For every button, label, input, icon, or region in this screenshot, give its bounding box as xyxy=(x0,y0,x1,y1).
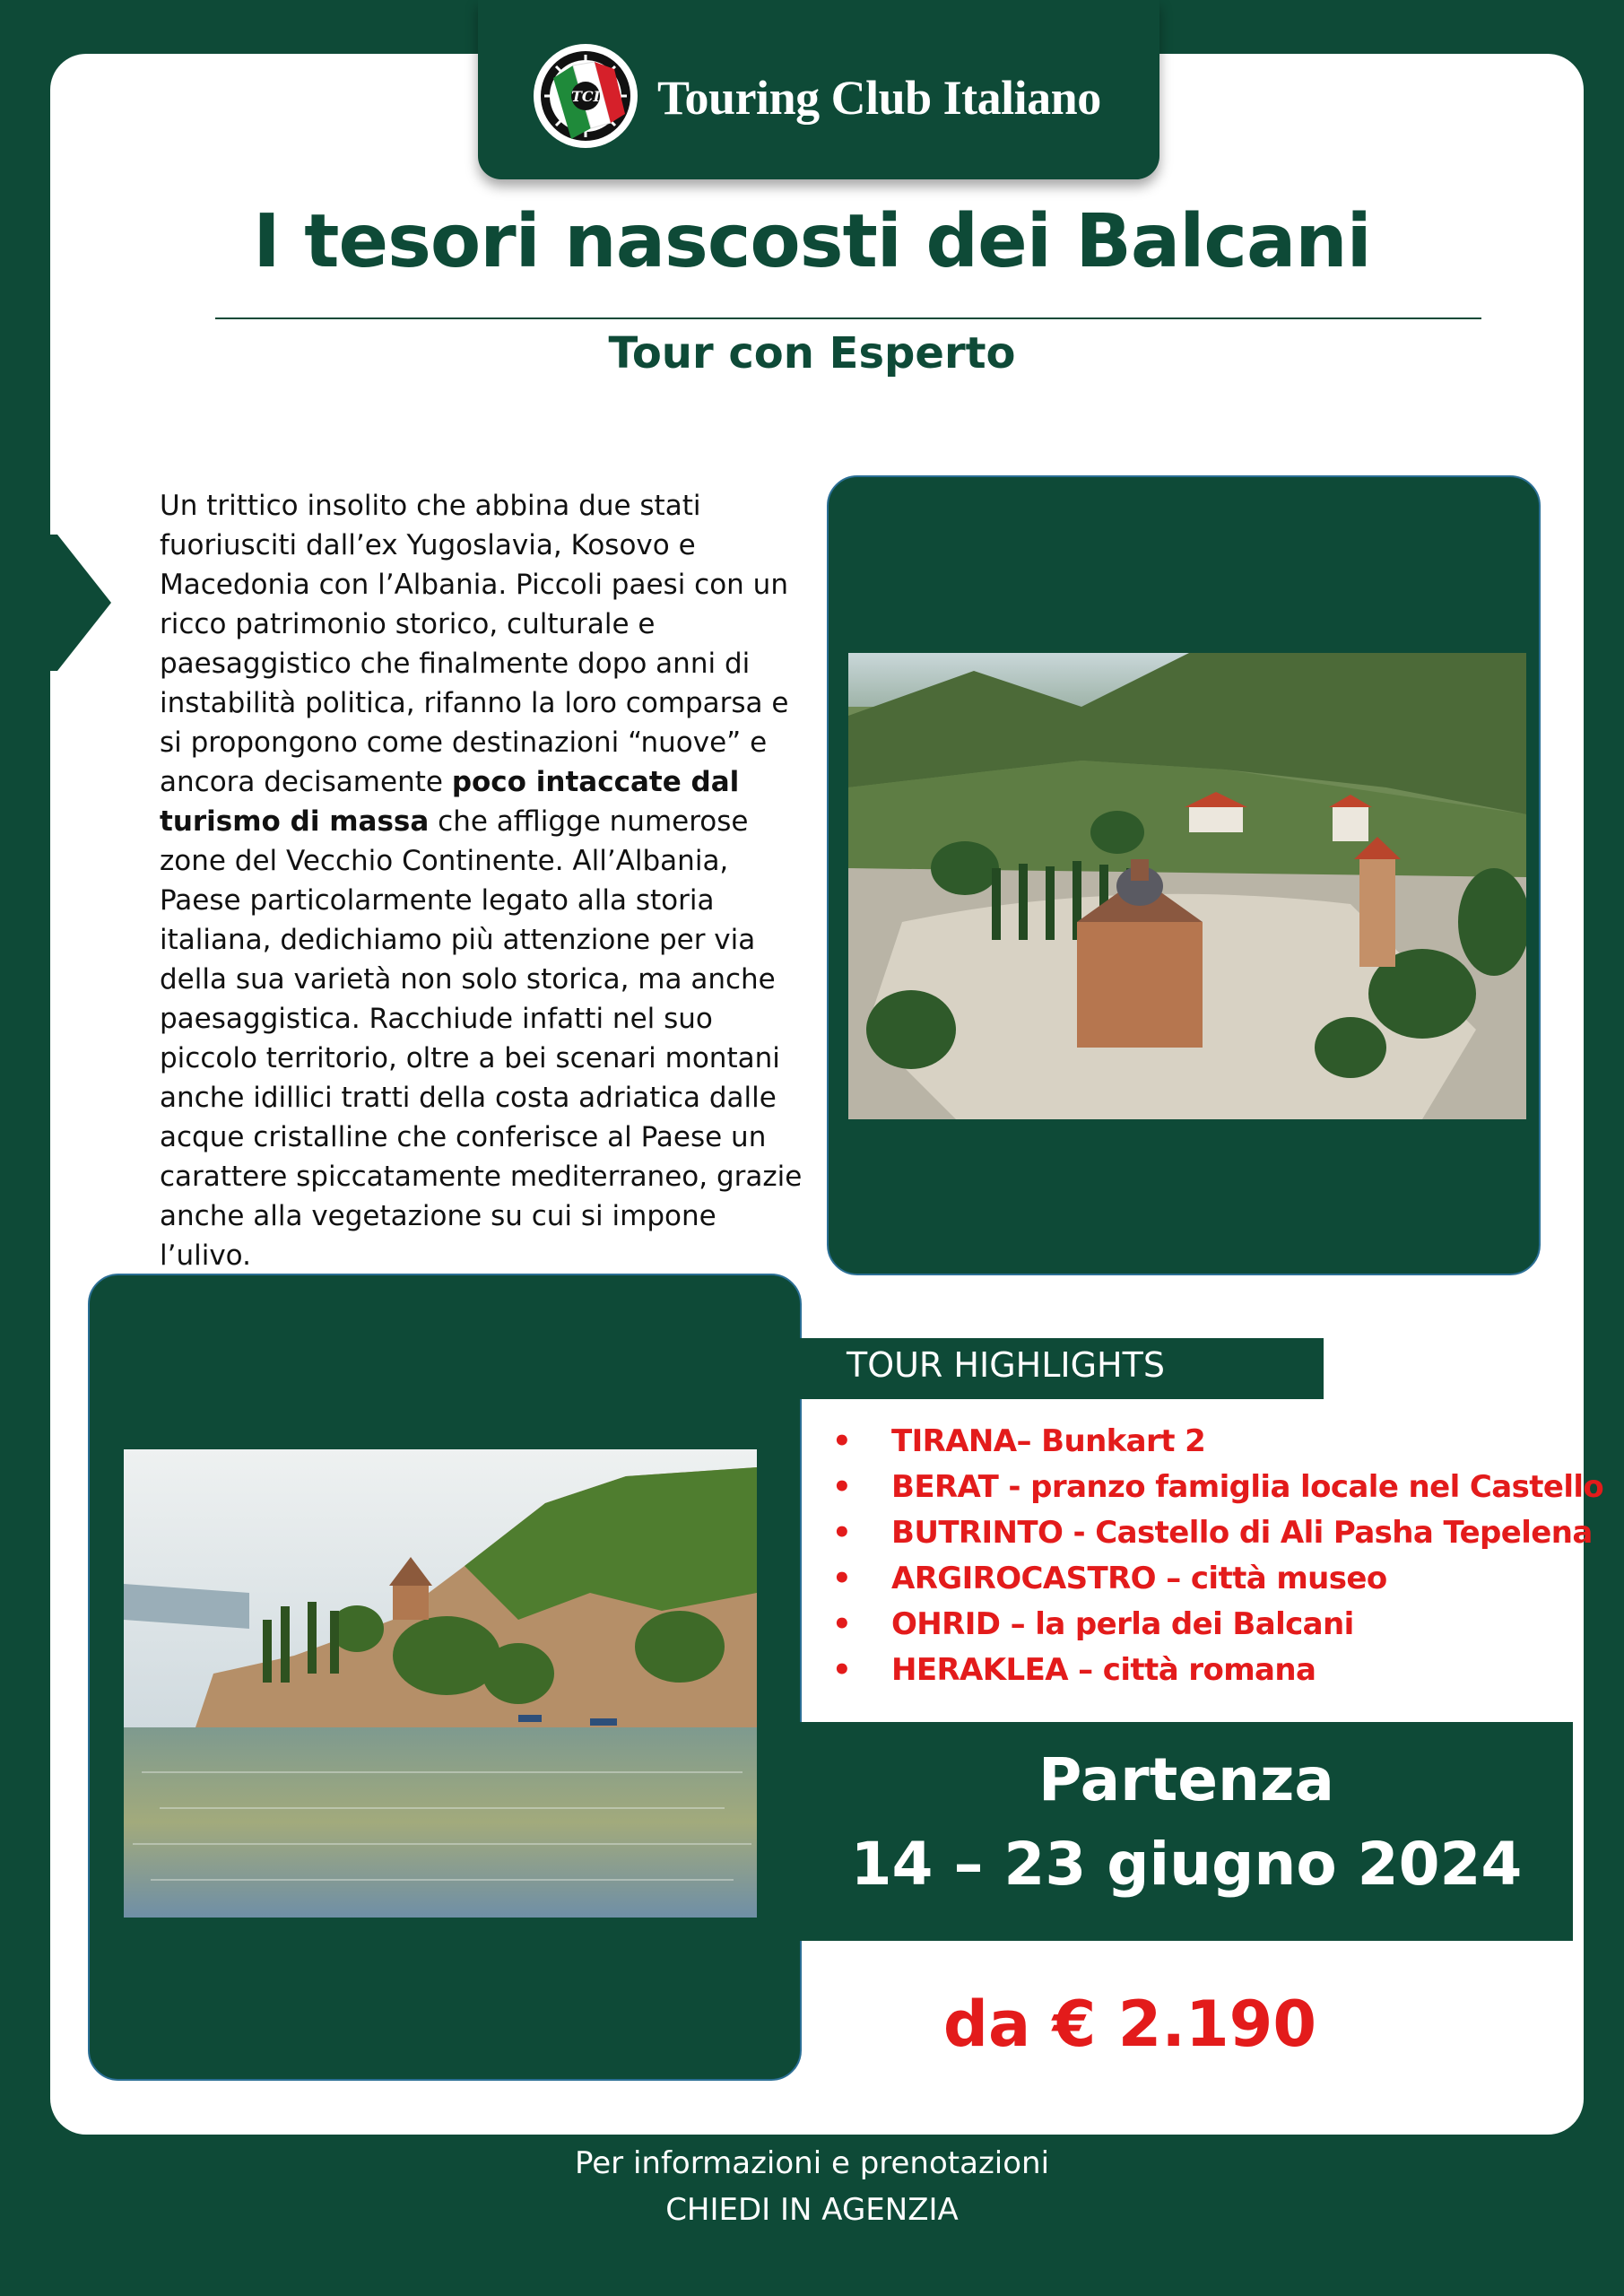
ohrid-lake-photo xyxy=(124,1449,757,1918)
bullet-icon: • xyxy=(832,1561,852,1596)
highlight-text: OHRID – la perla dei Balcani xyxy=(891,1606,1354,1642)
footer xyxy=(0,2140,1624,2233)
highlight-text: ARGIROCASTRO – città museo xyxy=(891,1561,1387,1596)
intro-text-bold: poco intaccate dal turismo di massa xyxy=(160,766,740,838)
intro-text-part2: che affligge numerose zone del Vecchio Continente. All’Albania, Paese particolarmente legato alla storia italiana, dedichiamo più attenzione per via della sua varietà non solo storica, ma anche paesaggistica. Racchiude infatti nel suo piccolo territorio, oltre a bei scenari montani anche idillici tratti della costa adriatica dalle acque cristalline che conferisce al Paese un carattere spiccatamente mediterraneo, grazie anche alla vegetazione su cui si impone l’ulivo. xyxy=(160,805,803,1272)
arrow-right-icon xyxy=(0,535,111,671)
highlight-item xyxy=(823,1510,1603,1556)
page-subtitle: Tour con Esperto xyxy=(608,328,1016,378)
logo-text: TCI xyxy=(570,88,601,105)
highlights-heading: TOUR HIGHLIGHTS xyxy=(847,1345,1165,1385)
brand-name: Touring Club Italiano xyxy=(657,71,1101,125)
title-divider xyxy=(215,317,1481,319)
bullet-icon: • xyxy=(832,1606,852,1642)
highlight-item xyxy=(823,1419,1603,1465)
monastery-photo xyxy=(848,653,1526,1119)
bullet-icon: • xyxy=(832,1423,852,1459)
highlight-item xyxy=(823,1465,1603,1510)
highlights-heading-bar xyxy=(800,1338,1324,1399)
highlight-text: HERAKLEA – città romana xyxy=(891,1652,1316,1688)
price: da € 2.190 xyxy=(942,1987,1317,2061)
highlight-item xyxy=(823,1556,1603,1602)
highlight-item xyxy=(823,1648,1603,1693)
bullet-icon: • xyxy=(832,1652,852,1688)
highlight-item xyxy=(823,1602,1603,1648)
page-title: I tesori nascosti dei Balcani xyxy=(253,199,1371,284)
highlight-text: BUTRINTO - Castello di Ali Pasha Tepelena xyxy=(891,1515,1593,1551)
tci-logo-icon xyxy=(532,42,639,150)
header-tab xyxy=(478,0,1159,179)
departure-label: Partenza xyxy=(1038,1745,1334,1814)
intro-paragraph xyxy=(160,486,805,1275)
intro-text-part1: Un trittico insolito che abbina due stati fuoriusciti dall’ex Yugoslavia, Kosovo e Macedonia con l’Albania. Piccoli paesi con un ricco patrimonio storico, culturale e paesaggistico che finalmente dopo anni di instabilità politica, rifanno la loro comparsa e si propongono come destinazioni “nuove” e ancora decisamente xyxy=(160,490,789,798)
bullet-icon: • xyxy=(832,1469,852,1505)
departure-box xyxy=(800,1722,1573,1941)
bullet-icon: • xyxy=(832,1515,852,1551)
highlights-list xyxy=(823,1419,1603,1693)
footer-info-line: Per informazioni e prenotazioni xyxy=(574,2145,1050,2181)
highlight-text: TIRANA– Bunkart 2 xyxy=(891,1423,1206,1459)
footer-cta-line: CHIEDI IN AGENZIA xyxy=(665,2192,959,2228)
highlight-text: BERAT - pranzo famiglia locale nel Castello xyxy=(891,1469,1604,1505)
departure-dates: 14 – 23 giugno 2024 xyxy=(850,1830,1523,1899)
